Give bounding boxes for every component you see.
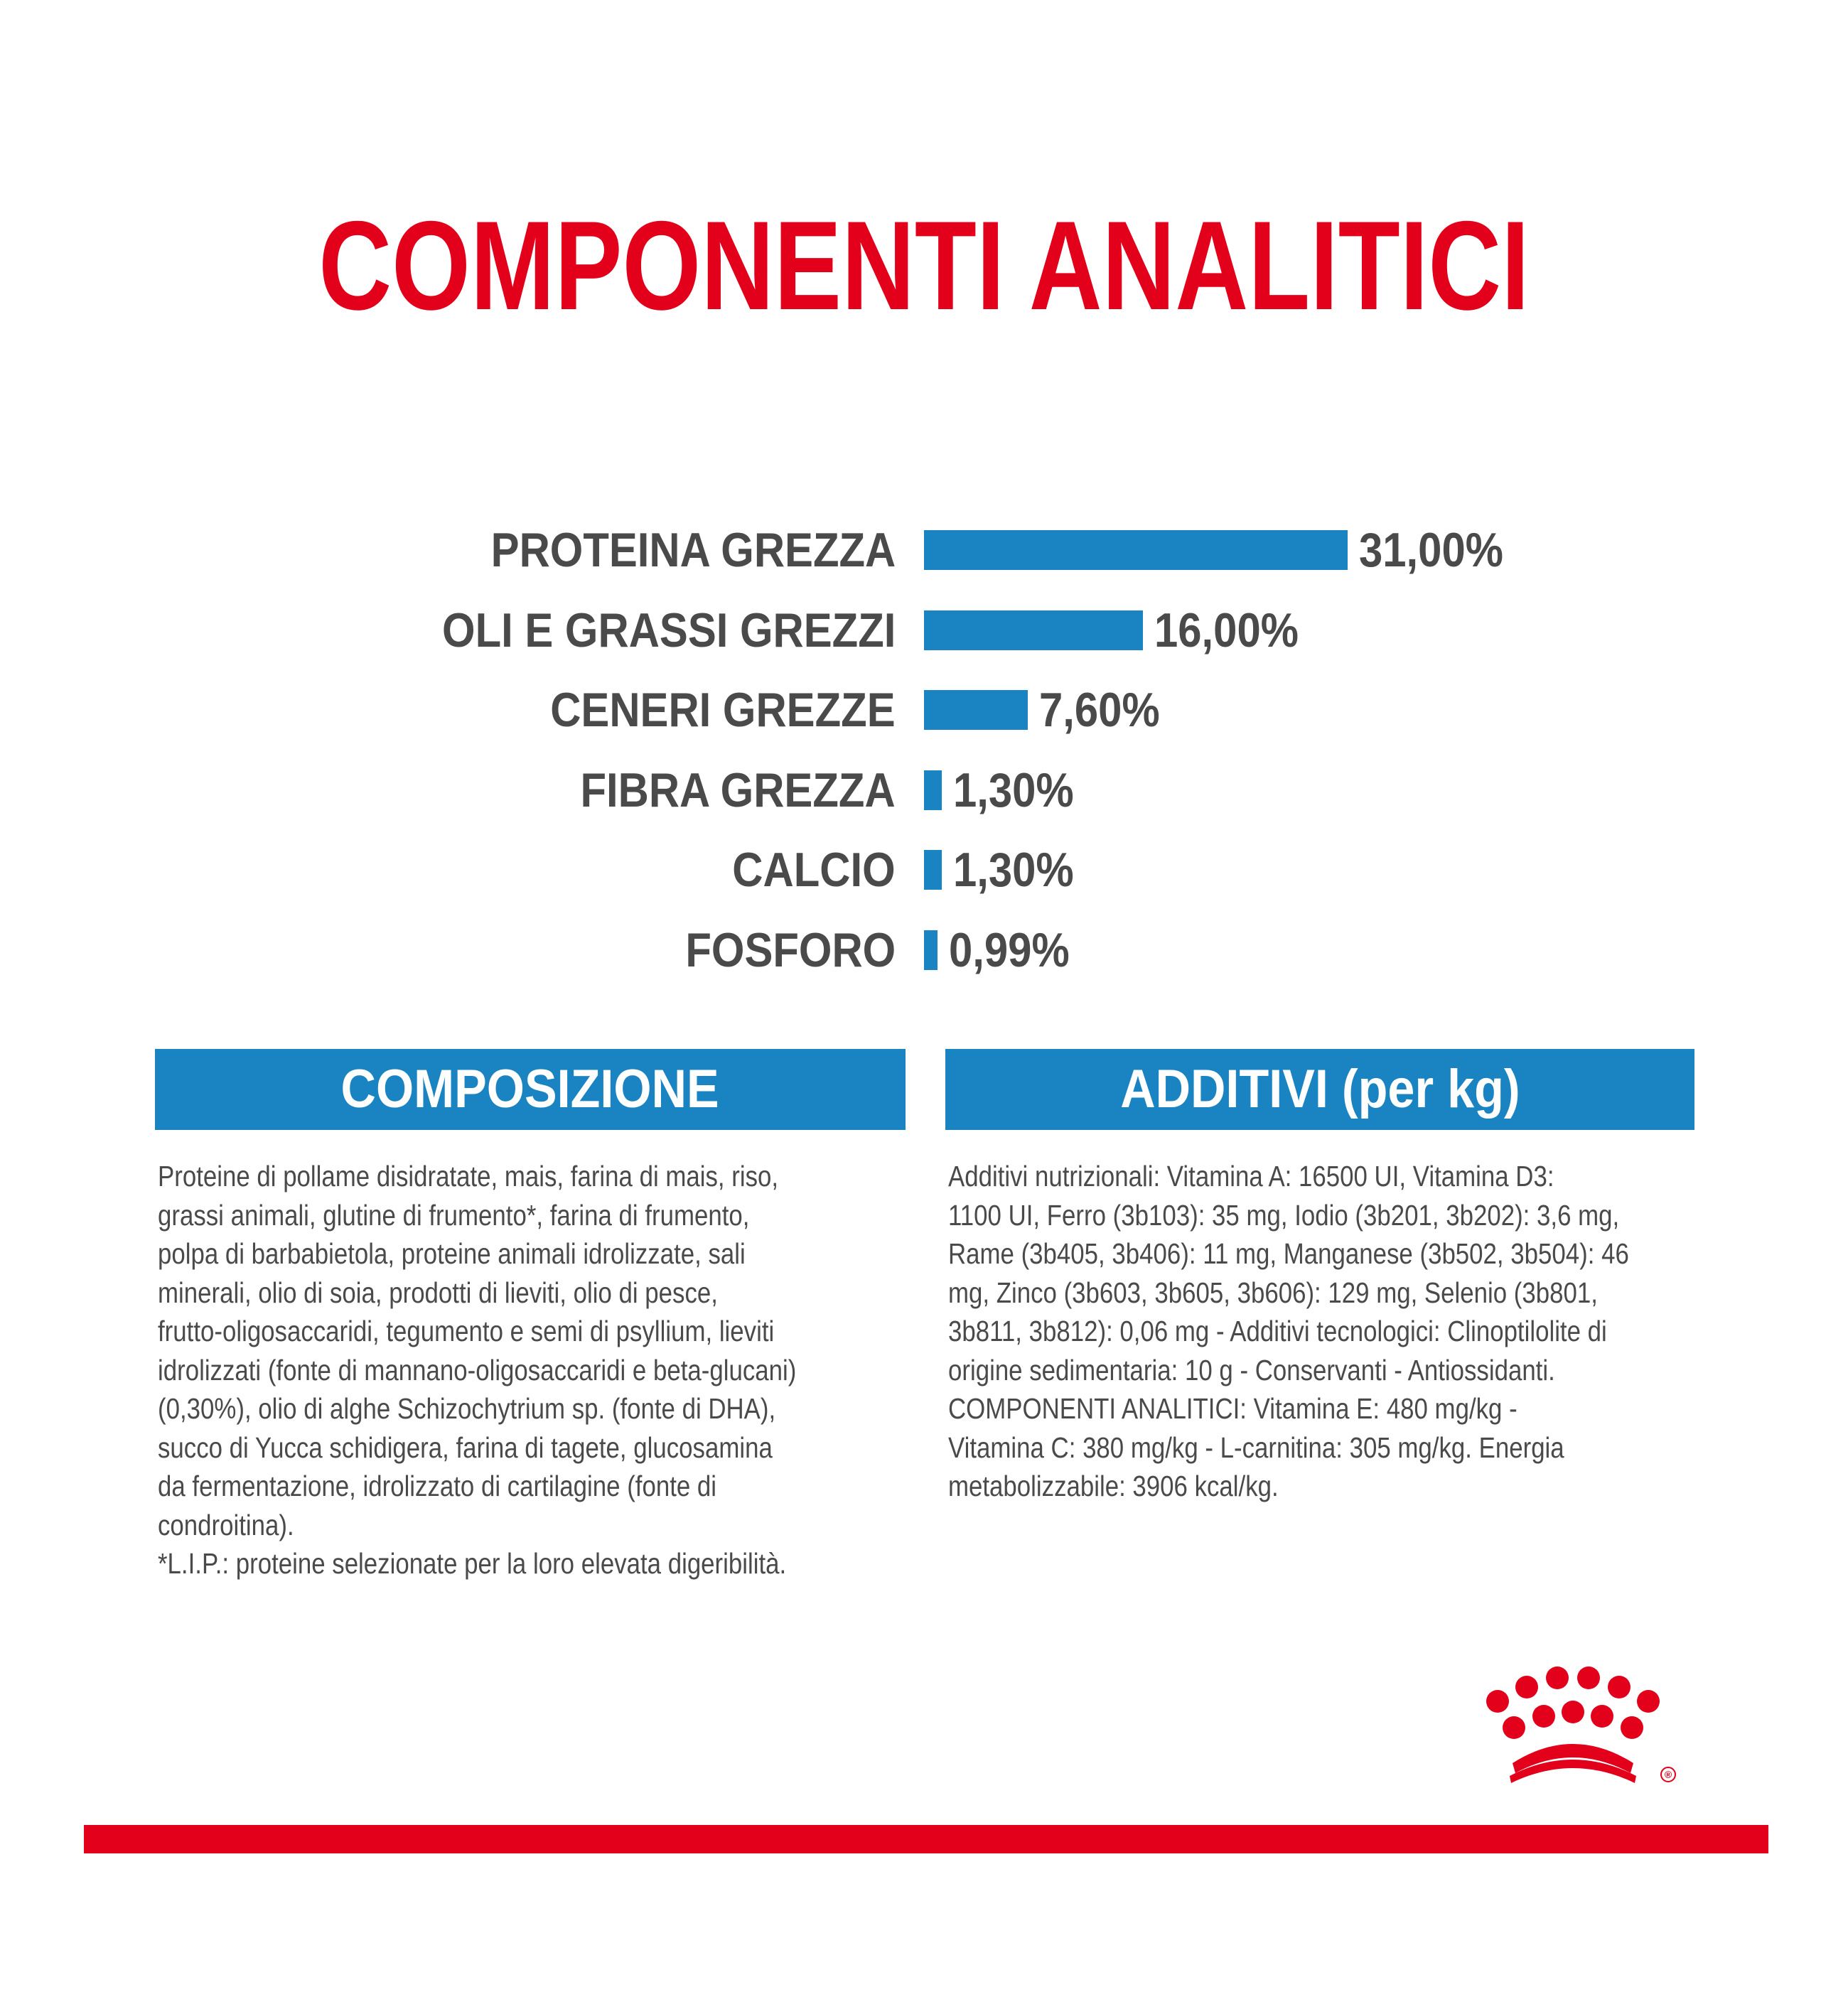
page-title: COMPONENTI ANALITICI [318, 195, 1530, 336]
crown-dot [1515, 1676, 1538, 1698]
crown-dot [1621, 1716, 1643, 1739]
chart-bar [924, 530, 1348, 570]
text-line: COMPONENTI ANALITICI: Vitamina E: 480 mg/kg - [948, 1392, 1517, 1425]
text-line: 1100 UI, Ferro (3b103): 35 mg, Iodio (3b201, 3b202): 3,6 mg, [948, 1198, 1620, 1232]
crown-dot [1503, 1716, 1525, 1739]
text-line: frutto-oligosaccaridi, tegumento e semi di psyllium, lieviti [158, 1315, 775, 1347]
bottom-rule [84, 1825, 1768, 1853]
text-line: Vitamina C: 380 mg/kg - L-carnitina: 305 mg/kg. Energia [948, 1431, 1564, 1464]
registered-mark: ® [1664, 1769, 1672, 1780]
text-line: origine sedimentaria: 10 g - Conservanti - Antiossidanti. [948, 1353, 1555, 1386]
chart-category-label: FOSFORO [685, 923, 896, 977]
chart-value-label: 1,30% [953, 843, 1074, 898]
chart-bar [924, 770, 942, 810]
crown-dot [1637, 1690, 1660, 1713]
chart-row [0, 755, 1848, 826]
text-line: condroitina). [158, 1508, 294, 1541]
chart-category-label: CALCIO [732, 843, 896, 898]
text-line: succo di Yucca schidigera, farina di tagete, glucosamina [158, 1431, 773, 1464]
additives-text [948, 1157, 1699, 1506]
chart-row [0, 595, 1848, 666]
text-line: idrolizzati (fonte di mannano-oligosaccaridi e beta-glucani) [158, 1353, 797, 1386]
crown-dot [1532, 1705, 1555, 1728]
chart-value-label: 1,30% [953, 763, 1074, 817]
text-line: Proteine di pollame disidratate, mais, farina di mais, riso, [158, 1160, 779, 1192]
crown-dot [1546, 1666, 1569, 1689]
text-line: grassi animali, glutine di frumento*, farina di frumento, [158, 1198, 750, 1232]
additives-heading-text: ADDITIVI (per kg) [1119, 1059, 1520, 1119]
chart-category-label: PROTEINA GREZZA [490, 523, 896, 577]
crown-dot [1562, 1701, 1584, 1723]
text-line: mg, Zinco (3b603, 3b605, 3b606): 129 mg, Selenio (3b801, [948, 1276, 1598, 1309]
chart-value-label: 16,00% [1154, 603, 1299, 657]
chart-category-label: FIBRA GREZZA [580, 763, 896, 817]
text-line: da fermentazione, idrolizzato di cartilagine (fonte di [158, 1470, 717, 1502]
text-line: 3b811, 3b812): 0,06 mg - Additivi tecnologici: Clinoptilolite di [948, 1315, 1607, 1347]
composition-heading-text: COMPOSIZIONE [340, 1059, 720, 1119]
composition-heading [155, 1049, 906, 1130]
crown-dot [1486, 1690, 1509, 1713]
chart-bar [924, 610, 1143, 650]
chart-row [0, 915, 1848, 986]
text-line: Additivi nutrizionali: Vitamina A: 16500 UI, Vitamina D3: [948, 1160, 1554, 1192]
chart-bar [924, 850, 942, 890]
text-line: polpa di barbabietola, proteine animali idrolizzate, sali [158, 1237, 746, 1270]
chart-value-label: 0,99% [949, 923, 1070, 977]
text-line: Rame (3b405, 3b406): 11 mg, Manganese (3b502, 3b504): 46 [948, 1237, 1629, 1270]
chart-row [0, 674, 1848, 745]
additives-heading [945, 1049, 1694, 1130]
crown-dot [1608, 1676, 1631, 1698]
royal-canin-crown-icon [1471, 1659, 1685, 1794]
composition-text [158, 1157, 911, 1583]
text-line: *L.I.P.: proteine selezionate per la loro elevata digeribilità. [158, 1547, 787, 1580]
chart-value-label: 7,60% [1039, 683, 1160, 738]
chart-category-label: CENERI GREZZE [550, 683, 896, 738]
chart-category-label: OLI E GRASSI GREZZI [441, 603, 896, 657]
chart-row [0, 515, 1848, 586]
crown-dot [1591, 1705, 1613, 1728]
chart-row [0, 834, 1848, 905]
chart-value-label: 31,00% [1359, 523, 1503, 577]
text-line: metabolizzabile: 3906 kcal/kg. [948, 1470, 1279, 1502]
text-line: (0,30%), olio di alghe Schizochytrium sp. (fonte di DHA), [158, 1392, 776, 1425]
text-line: minerali, olio di soia, prodotti di lieviti, olio di pesce, [158, 1276, 718, 1309]
chart-bar [924, 930, 938, 970]
chart-bar [924, 690, 1028, 730]
crown-dot [1577, 1666, 1600, 1689]
